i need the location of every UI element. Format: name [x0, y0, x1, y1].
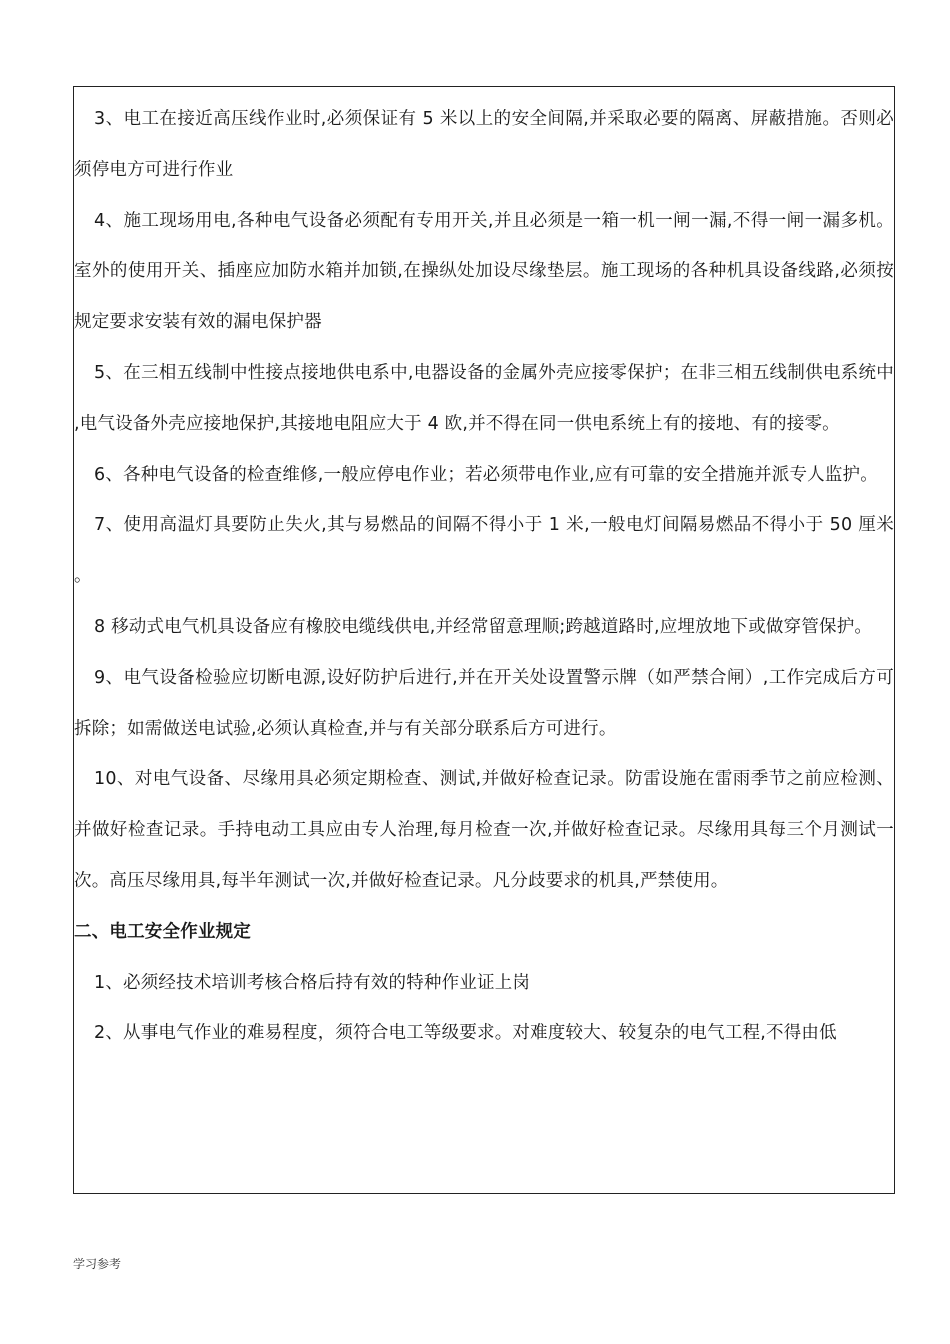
- paragraph-rule-1: 1、必须经技术培训考核合格后持有效的特种作业证上岗: [94, 972, 531, 993]
- paragraph-item-9: 9、电气设备检验应切断电源,设好防护后进行,并在开关处设置警示牌（如严禁合闸）,工作完成后方可拆除；如需做送电试验,必须认真检查,并与有关部分联系后方可进行。: [74, 667, 894, 739]
- paragraph-item-8: 8 移动式电气机具设备应有橡胶电缆线供电,并经常留意理顺;跨越道路时,应埋放地下或做穿管保护。: [94, 616, 873, 637]
- paragraph-item-10: 10、对电气设备、尽缘用具必须定期检查、测试,并做好检查记录。防雷设施在雷雨季节之前应检测、并做好检查记录。手持电动工具应由专人治理,每月检查一次,并做好检查记录。尽缘用具每三个月测试一次。高压尽缘用具,每半年测试一次,并做好检查记录。凡分歧要求的机具,严禁使用。: [74, 769, 894, 891]
- paragraph-rule-2: 2、从事电气作业的难易程度，须符合电工等级要求。对难度较大、较复杂的电气工程,不得由低: [94, 1023, 837, 1044]
- footer-note: 学习参考: [73, 1257, 122, 1271]
- paragraph-item-3: 3、电工在接近高压线作业时,必须保证有 5 米以上的安全间隔,并采取必要的隔离、屏蔽措施。否则必须停电方可进行作业: [74, 109, 894, 180]
- paragraph-item-4: 4、施工现场用电,各种电气设备必须配有专用开关,并且必须是一箱一机一闸一漏,不得一闸一漏多机。室外的使用开关、插座应加防水箱并加锁,在操纵处加设尽缘垫层。施工现场的各种机具设备线路,必须按规定要求安装有效的漏电保护器: [74, 210, 894, 333]
- paragraph-item-7: 7、使用高温灯具要防止失火,其与易燃品的间隔不得小于 1 米,一般电灯间隔易燃品不得小于 50 厘米。: [74, 515, 894, 587]
- paragraph-item-6: 6、各种电气设备的检查维修,一般应停电作业；若必须带电作业,应有可靠的安全措施并派专人监护。: [94, 464, 878, 485]
- paragraph-item-5: 5、在三相五线制中性接点接地供电系中,电器设备的金属外壳应接零保护；在非三相五线制供电系统中,电气设备外壳应接地保护,其接地电阻应大于 4 欧,并不得在同一供电系统上有的接地、有的接零。: [74, 362, 894, 434]
- section-heading: 二、电工安全作业规定: [74, 921, 251, 942]
- document-body: [74, 87, 894, 1059]
- document-frame: [73, 86, 895, 1194]
